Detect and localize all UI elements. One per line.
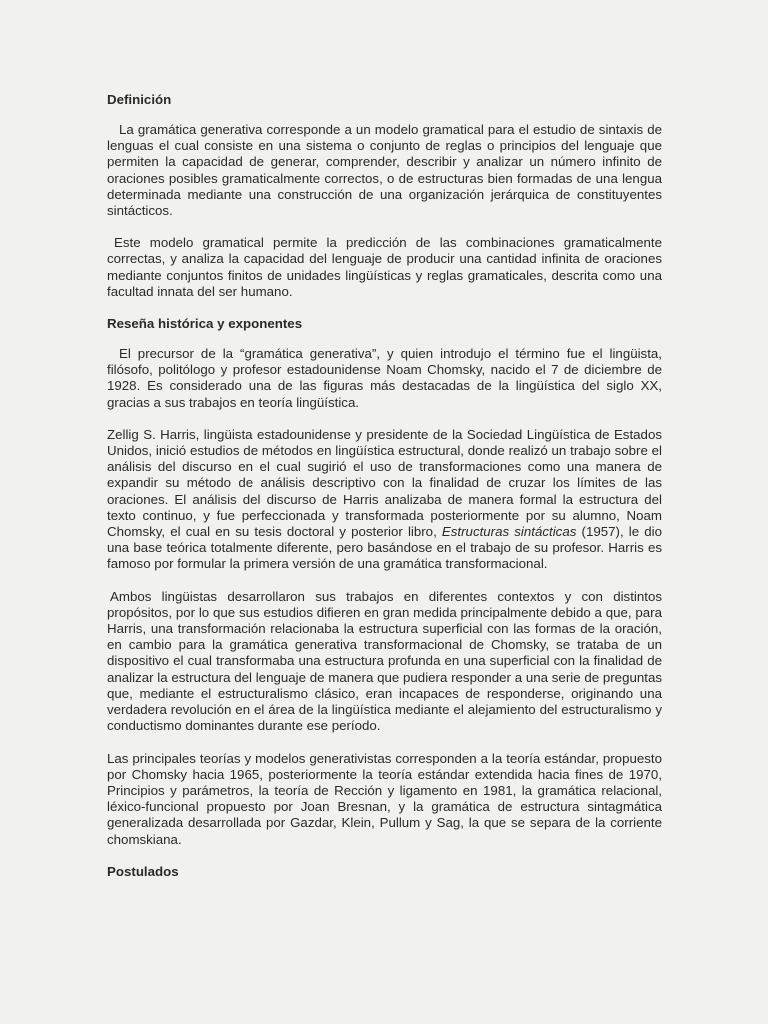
heading-postulados: Postulados [107,863,179,879]
paragraph-definicion-2: Este modelo gramatical permite la predicción de las combinaciones gramaticalmente correctas, y analiza la capacidad del lenguaje de producir una cantidad infinita de oraciones mediante conjuntos finitos de unidades lingüísticas y reglas gramaticales, descrita como una facultad innata del ser humano. [107,235,662,299]
paragraph-definicion-1: La gramática generativa corresponde a un modelo gramatical para el estudio de sintaxis de lenguas el cual consiste en una sistema o conjunto de reglas o principios del lenguaje que permiten la capacidad de generar, comprender, describir y analizar un número infinito de oraciones posibles gramaticalmente correctos, o de estructuras bien formadas de una lengua determinada mediante una construcción de una organización jerárquica de constituyentes sintácticos. [107,122,662,219]
paragraph-teorias-modelos: Las principales teorías y modelos generativistas corresponden a la teoría estándar, propuesto por Chomsky hacia 1965, posteriormente la teoría estándar extendida hacia fines de 1970, Principios y parámetros, la teoría de Rección y ligamento en 1981, la gramática relacional, léxico-funcional propuesto por Joan Bresnan, y la gramática de estructura sintagmática generalizada desarrollada por Gazdar, Klein, Pullum y Sag, la que se separa de la corriente chomskiana. [107,750,662,847]
paragraph-ambos-linguistas: Ambos lingüistas desarrollaron sus trabajos en diferentes contextos y con distintos propósitos, por lo que sus estudios difieren en gran medida principalmente debido a que, para Harris, una transformación relacionaba la estructura superficial con las formas de la oración, en cambio para la gramática generativa transformacional de Chomsky, se trataba de un dispositivo el cual transformaba una estructura profunda en una superficial con la finalidad de analizar la estructura del lenguaje de manera que pudiera responder a una serie de preguntas que, mediante el estructuralismo clásico, eran incapaces de responderse, originando una verdadera revolución en el área de la lingüística mediante el alejamiento del estructuralismo y conductismo dominantes durante ese período. [107,588,662,734]
paragraph-harris-text-2: (1957), le dio una base teórica totalmente diferente, pero basándose en el trabajo de su profesor. Harris es famoso por formular la primera versión de una gramática transformacional. [107,524,663,572]
heading-definicion: Definición [107,92,172,107]
paragraph-harris [107,427,662,573]
paragraph-harris-text-1: Zellig S. Harris, lingüista estadounidense y presidente de la Sociedad Lingüística de Estados Unidos, inició estudios de métodos en lingüística estructural, donde realizó un trabajo sobre el análisis del discurso en el cual sugirió el uso de transformaciones como una manera de expandir su método de análisis descriptivo con la finalidad de cruzar los límites de las oraciones. El análisis del discurso de Harris analizaba de manera formal la estructura del texto continuo, y fue perfeccionada y transformada posteriormente por su alumno, Noam Chomsky, el cual en su tesis doctoral y posterior libro, [107,426,662,540]
paragraph-precursor: El precursor de la “gramática generativa”, y quien introdujo el término fue el lingüista, filósofo, politólogo y profesor estadounidense Noam Chomsky, nacido el 7 de diciembre de 1928. Es considerado una de las figuras más destacadas de la lingüística del siglo XX, gracias a sus trabajos en teoría lingüística. [107,346,662,410]
book-title-estructuras-sintacticas: Estructuras sintácticas [441,524,577,540]
heading-resena-historica: Reseña histórica y exponentes [107,316,303,332]
